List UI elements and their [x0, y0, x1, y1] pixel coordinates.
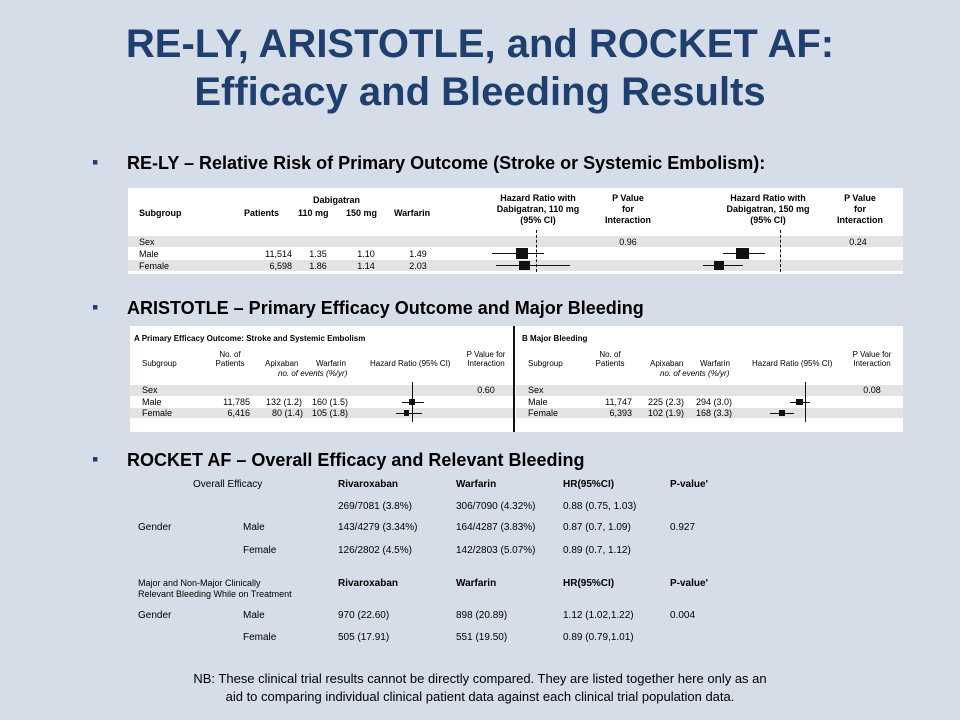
rocket-eff-sub: Female [243, 545, 277, 556]
aristotle-b-row-label: Male [528, 397, 548, 407]
table-row-stripe [128, 236, 903, 247]
aristotle-a-col-subgroup: Subgroup [142, 359, 177, 368]
aristotle-b-hr-marker-male [796, 399, 803, 405]
aristotle-b-row-apixaban: 102 (1.9) [648, 408, 685, 418]
b-patients-line2: Patients [595, 359, 625, 368]
bullet-icon: ▪ [92, 449, 99, 469]
aristotle-b-row-patients: 6,393 [609, 408, 632, 418]
footnote [100, 670, 860, 706]
rely-col-patients: Patients [244, 208, 280, 218]
aristotle-a-row-p: 0.60 [477, 385, 495, 395]
rocket-bleed-riv: 970 (22.60) [338, 610, 390, 621]
aristotle-a-row-patients: 6,416 [227, 408, 250, 418]
rely-row-warfarin: 2.03 [409, 261, 427, 271]
rely-row-d150: 1.14 [357, 261, 375, 271]
rocket-eff-sub: Male [243, 522, 265, 533]
rely-hr110-line3: (95% CI) [520, 215, 556, 225]
panel-divider [513, 326, 515, 432]
aristotle-a-title: A Primary Efficacy Outcome: Stroke and Systemic Embolism [134, 334, 366, 343]
rely-hr110-line1: Hazard Ratio with [500, 193, 576, 203]
table-row-stripe [130, 385, 513, 396]
aristotle-a-events-note: no. of events (%/yr) [278, 369, 348, 378]
rely-col-hr110 [478, 193, 598, 226]
slide-title-line-1: RE-LY, ARISTOTLE, and ROCKET AF: [125, 22, 835, 66]
rely-row-d110: 1.86 [309, 261, 327, 271]
b-pval-line2: Interaction [853, 359, 891, 368]
rocket-eff-war: 142/2803 (5.07%) [456, 545, 536, 556]
aristotle-b-col-subgroup: Subgroup [528, 359, 563, 368]
aristotle-b-col-patients [585, 350, 635, 368]
aristotle-a-row-label: Male [142, 397, 162, 407]
footnote-line-2: aid to comparing individual clinical patient data against each clinical trial population data. [225, 689, 735, 704]
rely-pval150-line1: P Value [844, 193, 876, 203]
aristotle-a-row-label: Sex [142, 385, 158, 395]
aristotle-a-row-patients: 11,785 [223, 397, 250, 407]
rocket-eff-header-war: Warfarin [456, 479, 497, 490]
aristotle-a-col-patients [205, 350, 255, 368]
rely-hr110-line2: Dabigatran, 110 mg [496, 204, 580, 214]
rely-hr150-line3: (95% CI) [750, 215, 786, 225]
aristotle-b-row-p: 0.08 [863, 385, 881, 395]
rely-reference-line-150 [780, 230, 781, 272]
slide-title [0, 20, 960, 116]
rely-col-subgroup: Subgroup [139, 208, 182, 218]
aristotle-b-row-label: Female [528, 408, 559, 418]
rely-row-label: Sex [139, 237, 155, 247]
b-patients-line1: No. of [599, 350, 621, 359]
aristotle-a-col-warfarin: Warfarin [316, 359, 346, 368]
rely-row-p110: 0.96 [619, 237, 637, 247]
rocket-bleed-group: Gender [138, 610, 172, 621]
rely-col-hr150 [708, 193, 828, 226]
a-patients-line2: Patients [215, 359, 245, 368]
table-row-stripe [516, 385, 903, 396]
rely-col-pval110 [588, 193, 668, 226]
bullet-icon: ▪ [92, 297, 99, 317]
aristotle-b-hr-marker-female [779, 410, 785, 416]
rocket-heading: ROCKET AF – Overall Efficacy and Relevant Bleeding [127, 450, 585, 470]
rely-hr-marker-male-150 [736, 248, 749, 259]
rocket-eff-p: 0.927 [670, 522, 696, 533]
rocket-bleed-header-riv: Rivaroxaban [338, 578, 399, 589]
rely-row-p150: 0.24 [849, 237, 867, 247]
aristotle-heading: ARISTOTLE – Primary Efficacy Outcome and Major Bleeding [127, 298, 644, 318]
rely-row-patients: 6,598 [269, 261, 292, 271]
rocket-eff-riv: 126/2802 (4.5%) [338, 545, 412, 556]
rely-col-d110: 110 mg [298, 208, 329, 218]
rocket-bleed-header-hr: HR(95%CI) [563, 578, 615, 589]
a-pval-line2: Interaction [467, 359, 505, 368]
aristotle-a-col-hr: Hazard Ratio (95% CI) [370, 359, 451, 368]
rocket-eff-header-hr: HR(95%CI) [563, 479, 615, 490]
aristotle-a-hr-marker-male [409, 399, 415, 405]
rocket-eff-war: 306/7090 (4.32%) [456, 501, 536, 512]
rely-forest-plot [128, 188, 903, 274]
aristotle-a-row-apixaban: 132 (1.2) [266, 397, 303, 407]
aristotle-a-row-apixaban: 80 (1.4) [272, 408, 304, 418]
rocket-bleed-riv: 505 (17.91) [338, 632, 390, 643]
rely-col-pval150 [820, 193, 900, 226]
aristotle-a-row-label: Female [142, 408, 173, 418]
aristotle-b-col-apixaban: Apixaban [650, 359, 684, 368]
rocket-eff-group: Gender [138, 522, 172, 533]
bullet-icon: ▪ [92, 152, 99, 172]
aristotle-b-row-warfarin: 294 (3.0) [696, 397, 733, 407]
rocket-eff-header-label: Overall Efficacy [193, 479, 263, 490]
aristotle-b-col-pval [846, 350, 898, 368]
rely-col-warfarin: Warfarin [394, 208, 431, 218]
rely-row-warfarin: 1.49 [409, 249, 427, 259]
aristotle-a-row-warfarin: 105 (1.8) [312, 408, 349, 418]
rocket-eff-hr: 0.89 (0.7, 1.12) [563, 545, 631, 556]
rocket-bleed-header-line2: Relevant Bleeding While on Treatment [138, 589, 292, 599]
rely-hr150-line2: Dabigatran, 150 mg [726, 204, 810, 214]
aristotle-b-events-note: no. of events (%/yr) [660, 369, 730, 378]
aristotle-a-ci-line-female [396, 413, 422, 414]
rocket-eff-riv: 269/7081 (3.8%) [338, 501, 412, 512]
aristotle-b-title: B Major Bleeding [522, 334, 588, 343]
rocket-bleed-header-war: Warfarin [456, 578, 497, 589]
rocket-eff-hr: 0.87 (0.7, 1.09) [563, 522, 631, 533]
rely-pval150-line2: for [854, 204, 866, 214]
rocket-bleed-p: 0.004 [670, 610, 696, 621]
rely-row-label: Male [139, 249, 159, 259]
rocket-bleed-hr: 0.89 (0.79,1.01) [563, 632, 634, 643]
a-pval-line1: P Value for [466, 350, 506, 359]
rocket-eff-hr: 0.88 (0.75, 1.03) [563, 501, 637, 512]
rely-ci-line-female-110 [496, 265, 570, 266]
aristotle-forest-plot [130, 326, 903, 432]
rocket-bleed-header-label [138, 578, 292, 600]
aristotle-a-col-apixaban: Apixaban [265, 359, 299, 368]
rely-heading: RE-LY – Relative Risk of Primary Outcome (Stroke or Systemic Embolism): [127, 153, 766, 173]
aristotle-a-col-pval [460, 350, 512, 368]
rely-pval110-line3: Interaction [604, 215, 651, 225]
rocket-bleed-header-line1: Major and Non-Major Clinically [138, 578, 261, 588]
aristotle-b-row-label: Sex [528, 385, 544, 395]
rely-hr150-line1: Hazard Ratio with [730, 193, 806, 203]
aristotle-b-col-warfarin: Warfarin [700, 359, 730, 368]
rely-pval110-line2: for [622, 204, 634, 214]
rocket-eff-riv: 143/4279 (3.34%) [338, 522, 418, 533]
rely-col-dabigatran: Dabigatran [313, 195, 361, 205]
rely-row-d150: 1.10 [357, 249, 375, 259]
rocket-eff-war: 164/4287 (3.83%) [456, 522, 536, 533]
rocket-eff-header-p: P-value' [670, 479, 708, 490]
aristotle-a-row-warfarin: 160 (1.5) [312, 397, 349, 407]
rely-row-label: Female [139, 261, 170, 271]
rocket-bleed-war: 551 (19.50) [456, 632, 508, 643]
rocket-bleed-war: 898 (20.89) [456, 610, 508, 621]
aristotle-b-row-warfarin: 168 (3.3) [696, 408, 733, 418]
slide-title-line-2: Efficacy and Bleeding Results [194, 70, 766, 114]
rely-pval110-line1: P Value [612, 193, 644, 203]
aristotle-b-col-hr: Hazard Ratio (95% CI) [752, 359, 833, 368]
rely-col-d150: 150 mg [346, 208, 378, 218]
rely-row-d110: 1.35 [309, 249, 327, 259]
rely-hr-marker-female-150 [714, 261, 724, 270]
rocket-bleed-sub: Female [243, 632, 277, 643]
rely-hr-marker-male-110 [516, 248, 528, 259]
aristotle-b-row-apixaban: 225 (2.3) [648, 397, 685, 407]
rocket-bleed-sub: Male [243, 610, 265, 621]
footnote-line-1: NB: These clinical trial results cannot be directly compared. They are listed together here only as an [193, 671, 767, 686]
aristotle-b-row-patients: 11,747 [605, 397, 632, 407]
rocket-bleed-hr: 1.12 (1.02,1.22) [563, 610, 634, 621]
rely-pval150-line3: Interaction [836, 215, 883, 225]
aristotle-a-hr-marker-female [404, 410, 409, 416]
rocket-eff-header-riv: Rivaroxaban [338, 479, 399, 490]
b-pval-line1: P Value for [852, 350, 892, 359]
rely-row-patients: 11,514 [265, 249, 292, 259]
rely-hr-marker-female-110 [519, 261, 530, 270]
rocket-bleed-header-p: P-value' [670, 578, 708, 589]
a-patients-line1: No. of [219, 350, 241, 359]
